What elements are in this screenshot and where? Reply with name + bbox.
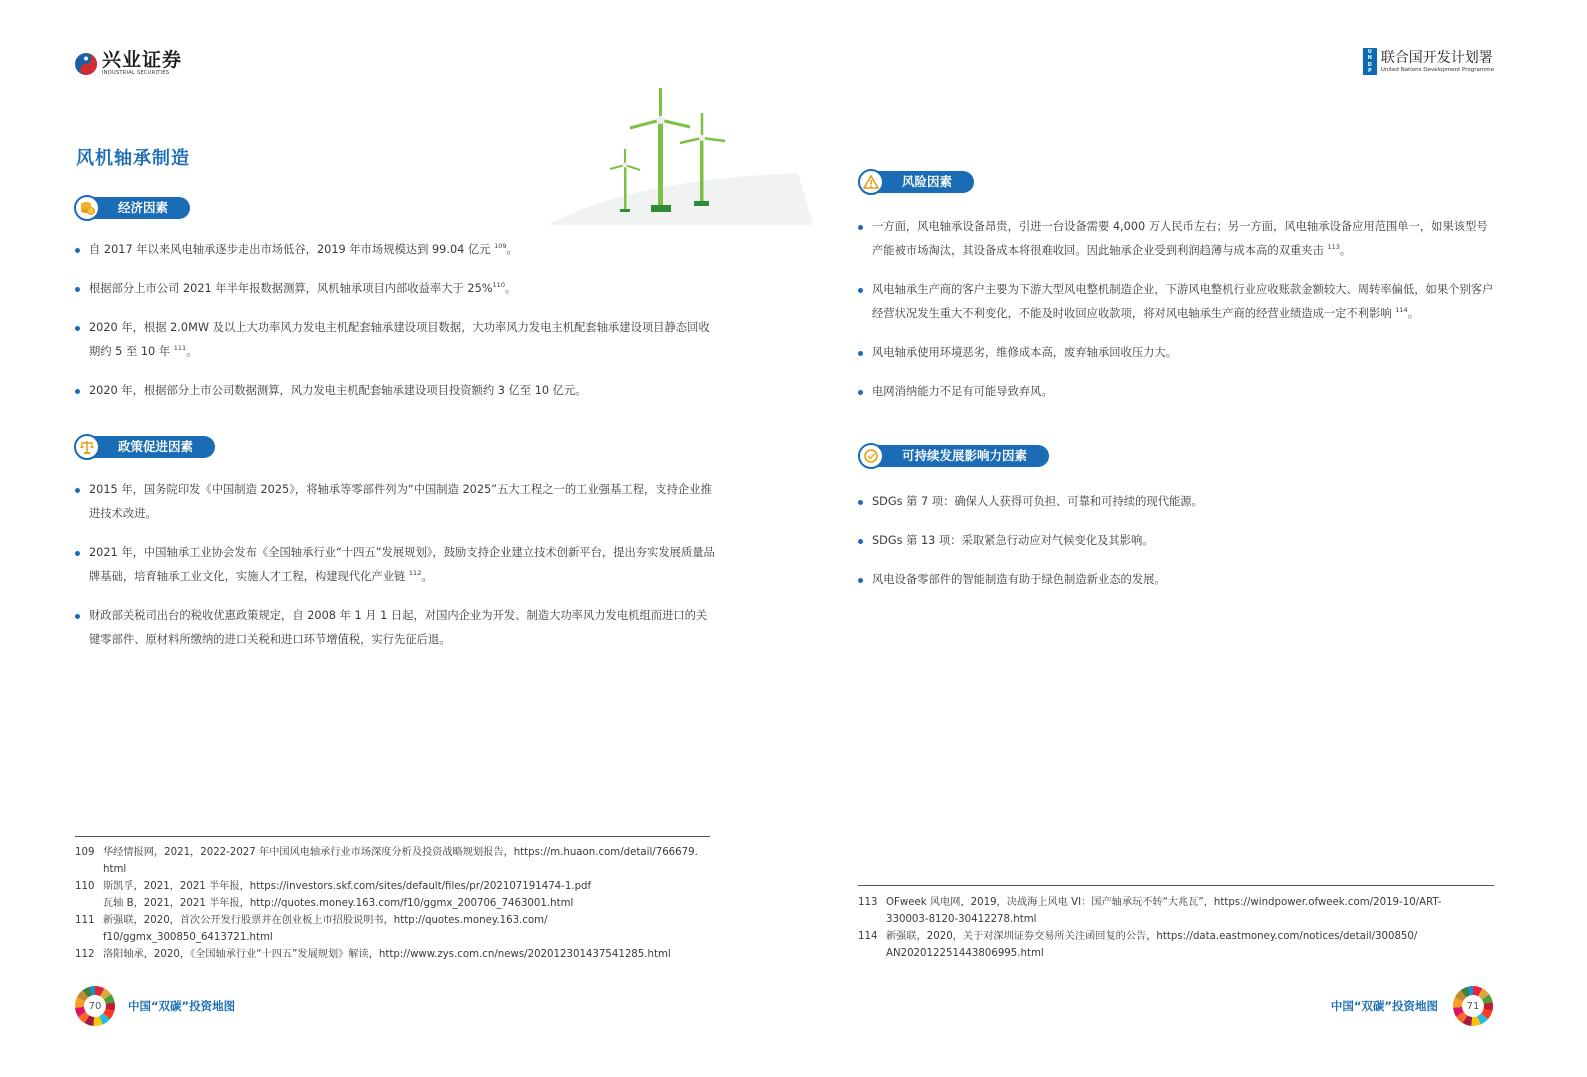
list-item: SDGs 第 13 项：采取紧急行动应对气候变化及其影响。 xyxy=(858,529,1498,553)
sdg-wheel-icon xyxy=(1452,985,1494,1027)
footnote: 114 新强联，2020，关于对深圳证券交易所关注函回复的公告，https://data.eastmoney.com/notices/detail/300850/ AN202012251443806995.html xyxy=(858,931,1418,959)
footnote: 113 OFweek 风电网，2019，决战海上风电 VI：国产轴承玩不转“大兆瓦”，https://windpower.ofweek.com/2019-10/ART- 330003-8120-30412278.html xyxy=(858,897,1442,925)
industrial-securities-logo xyxy=(74,50,182,77)
list-item: 2020 年，根据部分上市公司数据测算，风力发电主机配套轴承建设项目投资额约 3 亿至 10 亿元。 xyxy=(75,379,715,403)
sustainability-factors-list xyxy=(858,490,1498,592)
list-item: 2015 年，国务院印发《中国制造 2025》，将轴承等零部件列为“中国制造 2025”五大工程之一的工业强基工程，支持企业推进技术改进。 xyxy=(75,478,715,526)
section-label: 经济因素 xyxy=(92,197,190,219)
footnote-divider xyxy=(75,836,710,837)
sdg-wheel-icon xyxy=(74,985,116,1027)
page-number: 70 xyxy=(88,1000,102,1012)
list-item: 风电轴承生产商的客户主要为下游大型风电整机制造企业，下游风电整机行业应收账款金额较大、周转率偏低，如果个别客户经营状况发生重大不利变化，不能及时收回应收款项，将对风电轴承生产商的经营业绩造成一定不利影响 $^{114}$。 xyxy=(858,278,1498,326)
section-label: 风险因素 xyxy=(876,171,974,193)
list-item: 风电轴承使用环境恶劣，维修成本高，废弃轴承回收压力大。 xyxy=(858,341,1498,365)
section-header-economic xyxy=(74,195,190,221)
undp-cn-text: 联合国开发计划署 xyxy=(1380,49,1493,66)
sustainability-icon xyxy=(858,443,884,469)
footer-title: 中国“双碳”投资地图 xyxy=(128,999,236,1013)
coins-icon xyxy=(74,195,100,221)
warning-icon xyxy=(858,169,884,195)
section-header-sustainability xyxy=(858,443,1049,469)
list-item: 2021 年，中国轴承工业协会发布《全国轴承行业“十四五”发展规划》，鼓励支持企业建立技术创新平台，提出夯实发展质量品牌基础，培育轴承工业文化，实施人才工程，构建现代化产业链 $^{112}$。 xyxy=(75,541,715,589)
list-item: SDGs 第 7 项：确保人人获得可负担、可靠和可持续的现代能源。 xyxy=(858,490,1498,514)
list-item: 电网消纳能力不足有可能导致弃风。 xyxy=(858,380,1498,404)
risk-factors-list xyxy=(858,215,1498,404)
footnotes-right xyxy=(858,894,1498,962)
section-header-policy xyxy=(74,434,215,460)
logo-en-text: INDUSTRIAL SECURITIES xyxy=(102,70,170,76)
wind-turbine-illustration xyxy=(548,85,818,230)
logo-cn-text: 兴业证券 xyxy=(102,49,183,71)
section-label: 可持续发展影响力因素 xyxy=(876,445,1049,467)
undp-box-icon: U N D P xyxy=(1363,48,1377,75)
undp-en-text: United Nations Development Programme xyxy=(1380,66,1494,73)
page-number: 71 xyxy=(1466,1000,1480,1012)
list-item: 财政部关税司出台的税收优惠政策规定，自 2008 年 1 月 1 日起，对国内企业为开发、制造大功率风力发电机组而进口的关键零部件、原材料所缴纳的进口关税和进口环节增值税，实行先征后退。 xyxy=(75,604,715,652)
page-title: 风机轴承制造 xyxy=(76,148,190,169)
footnote: 112 洛阳轴承，2020，《全国轴承行业“十四五”发展规划》解读，http://www.zys.com.cn/news/202012301437541285.html xyxy=(75,949,671,960)
economic-factors-list xyxy=(75,238,715,403)
footnotes-left xyxy=(75,844,715,963)
section-header-risk xyxy=(858,169,974,195)
list-item: 根据部分上市公司 2021 年半年报数据测算，风机轴承项目内部收益率大于 25%$^{110}$。 xyxy=(75,277,715,301)
list-item: 2020 年，根据 2.0MW 及以上大功率风力发电主机配套轴承建设项目数据，大功率风力发电主机配套轴承建设项目静态回收期约 5 至 10 年 $^{111}$。 xyxy=(75,316,715,364)
scales-icon xyxy=(74,434,100,460)
section-label: 政策促进因素 xyxy=(92,436,215,458)
footnote-divider xyxy=(858,885,1494,886)
footnote: 110 斯凯孚，2021，2021 半年报，https://investors.skf.com/sites/default/files/pr/202107191474-1.pdf 瓦轴 B，2021，2021 半年报，http://quotes.money.163.com/f10/ggmx_200706_7463001.html xyxy=(75,881,592,909)
list-item: 风电设备零部件的智能制造有助于绿色制造新业态的发展。 xyxy=(858,568,1498,592)
undp-logo xyxy=(1363,48,1494,75)
footnote: 111 新强联，2020，首次公开发行股票并在创业板上市招股说明书，http://quotes.money.163.com/ f10/ggmx_300850_6413721.html xyxy=(75,915,548,943)
industrial-securities-mark-icon xyxy=(74,52,98,76)
list-item: 自 2017 年以来风电轴承逐步走出市场低谷，2019 年市场规模达到 99.04 亿元 $^{109}$。 xyxy=(75,238,715,262)
policy-factors-list xyxy=(75,478,715,652)
footer-title: 中国“双碳”投资地图 xyxy=(1330,999,1438,1013)
footnote: 109 华经情报网，2021，2022-2027 年中国风电轴承行业市场深度分析及投资战略规划报告，https://m.huaon.com/detail/766679. html xyxy=(75,847,698,875)
list-item: 一方面，风电轴承设备昂贵，引进一台设备需要 4,000 万人民币左右；另一方面，风电轴承设备应用范围单一，如果该型号产能被市场淘汰，其设备成本将很难收回。因此轴承企业受到利润趋薄与成本高的双重夹击 $^{113}$。 xyxy=(858,215,1498,263)
